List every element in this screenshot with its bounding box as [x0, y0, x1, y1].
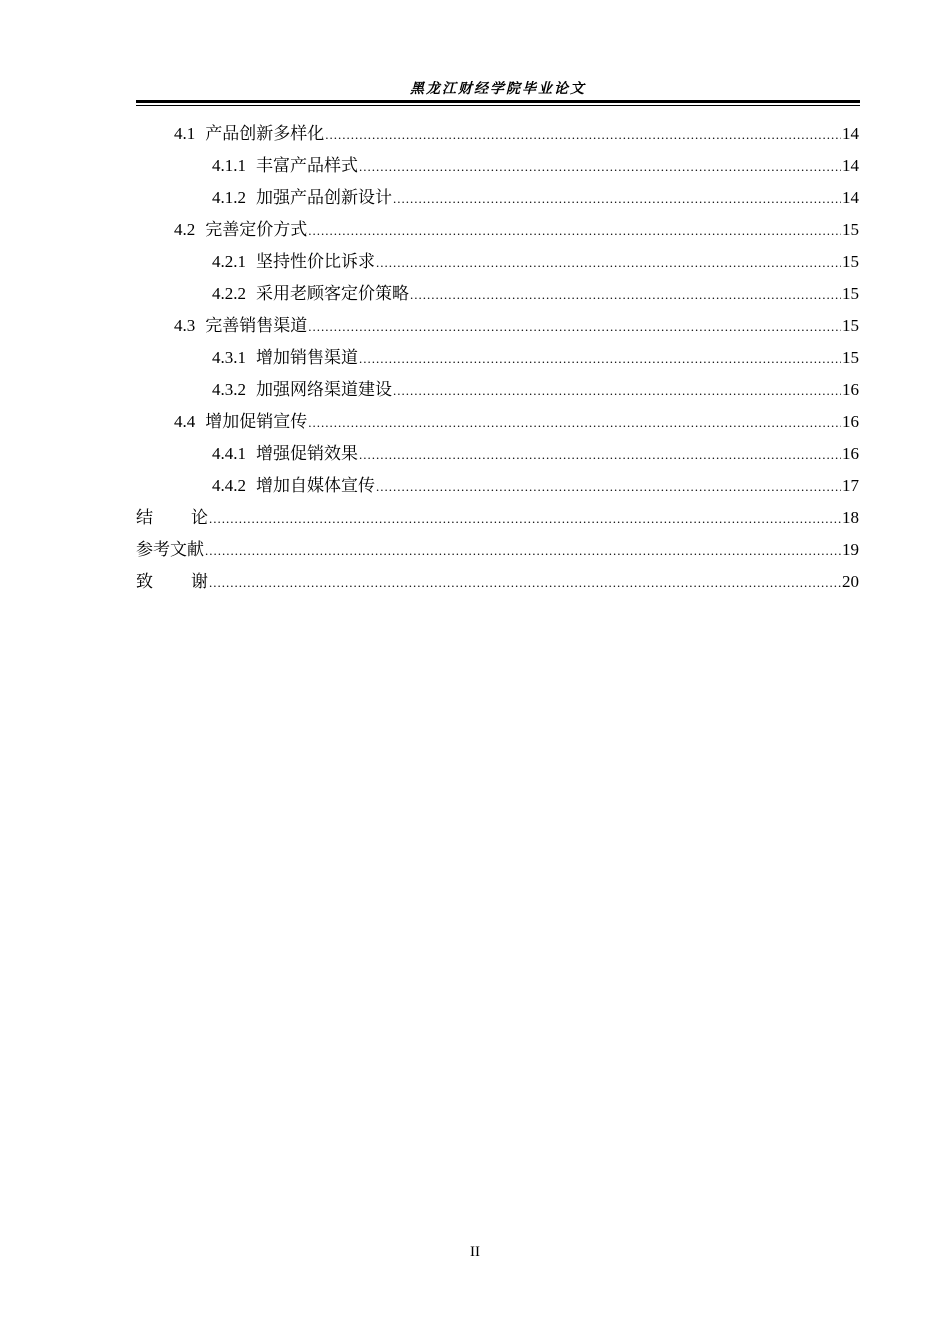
toc-entry-number: 4.2 [174, 220, 196, 239]
toc-entry[interactable] [136, 502, 859, 534]
page-number: II [470, 1244, 480, 1260]
dot-leader [359, 439, 841, 471]
header-rule-thin [136, 105, 860, 106]
toc-entry-number: 4.4.2 [212, 476, 246, 495]
toc-entry-page-number: 15 [842, 316, 859, 335]
toc-entry[interactable] [136, 118, 859, 150]
toc-entry[interactable] [136, 534, 859, 566]
toc-entry-number: 4.2.1 [212, 252, 246, 271]
toc-entry-title: 增加自媒体宣传 [256, 476, 375, 496]
toc-entry[interactable] [136, 470, 859, 502]
toc-entry[interactable] [136, 438, 859, 470]
toc-entry[interactable] [136, 150, 859, 182]
toc-entry[interactable] [136, 566, 859, 598]
toc-entry-page-number: 16 [842, 444, 859, 463]
dot-leader [325, 119, 841, 151]
dot-leader [205, 535, 841, 567]
toc-entry-number: 4.3.1 [212, 348, 246, 367]
toc-entry-title: 增强促销效果 [256, 444, 358, 464]
header-rule-thick [136, 100, 860, 103]
toc-entry-title: 增加销售渠道 [256, 348, 358, 368]
toc-entry-number: 4.3.2 [212, 380, 246, 399]
dot-leader [308, 407, 841, 439]
toc-entry[interactable] [136, 278, 859, 310]
table-of-contents [136, 118, 859, 598]
dot-leader [376, 471, 841, 503]
running-header: 黑龙江财经学院毕业论文 [410, 81, 586, 97]
dot-leader [393, 375, 841, 407]
toc-entry-number: 4.4 [174, 412, 196, 431]
dot-leader [308, 311, 841, 343]
toc-entry-number: 4.1.1 [212, 156, 246, 175]
toc-entry-page-number: 15 [842, 252, 859, 271]
toc-entry-title: 加强产品创新设计 [256, 188, 392, 208]
toc-entry-page-number: 16 [842, 380, 859, 399]
toc-entry-number: 4.3 [174, 316, 196, 335]
dot-leader [359, 343, 841, 375]
toc-entry-page-number: 14 [842, 124, 859, 143]
toc-entry-page-number: 18 [842, 508, 859, 527]
toc-entry-title: 完善销售渠道 [205, 316, 308, 336]
dot-leader [376, 247, 841, 279]
toc-entry-number: 4.2.2 [212, 284, 246, 303]
toc-entry-page-number: 15 [842, 348, 859, 367]
toc-entry-title: 完善定价方式 [205, 220, 308, 240]
toc-entry-number: 4.4.1 [212, 444, 246, 463]
toc-entry[interactable] [136, 246, 859, 278]
toc-entry-title: 采用老顾客定价策略 [256, 284, 409, 304]
toc-entry-page-number: 15 [842, 284, 859, 303]
toc-entry-title: 加强网络渠道建设 [256, 380, 392, 400]
toc-entry[interactable] [136, 182, 859, 214]
toc-entry-number: 4.1 [174, 124, 196, 143]
dot-leader [209, 503, 841, 535]
toc-entry-title: 坚持性价比诉求 [256, 252, 375, 272]
toc-entry-title: 丰富产品样式 [256, 156, 358, 176]
toc-entry-page-number: 17 [842, 476, 859, 495]
toc-entry[interactable] [136, 342, 859, 374]
toc-entry-title: 增加促销宣传 [205, 412, 308, 432]
dot-leader [308, 215, 841, 247]
toc-entry-page-number: 14 [842, 188, 859, 207]
toc-entry[interactable] [136, 214, 859, 246]
toc-entry-page-number: 15 [842, 220, 859, 239]
toc-entry-title: 致谢 [136, 572, 246, 592]
toc-entry[interactable] [136, 310, 859, 342]
toc-entry[interactable] [136, 374, 859, 406]
toc-entry-title: 结论 [136, 508, 246, 528]
dot-leader [359, 151, 841, 183]
toc-entry-page-number: 19 [842, 540, 859, 559]
dot-leader [393, 183, 841, 215]
toc-entry-page-number: 20 [842, 572, 859, 591]
toc-entry-title: 产品创新多样化 [205, 124, 325, 144]
toc-entry-page-number: 16 [842, 412, 859, 431]
toc-entry-title: 参考文献 [136, 540, 204, 560]
toc-entry-number: 4.1.2 [212, 188, 246, 207]
dot-leader [410, 279, 841, 311]
dot-leader [209, 567, 841, 599]
toc-entry-page-number: 14 [842, 156, 859, 175]
toc-entry[interactable] [136, 406, 859, 438]
